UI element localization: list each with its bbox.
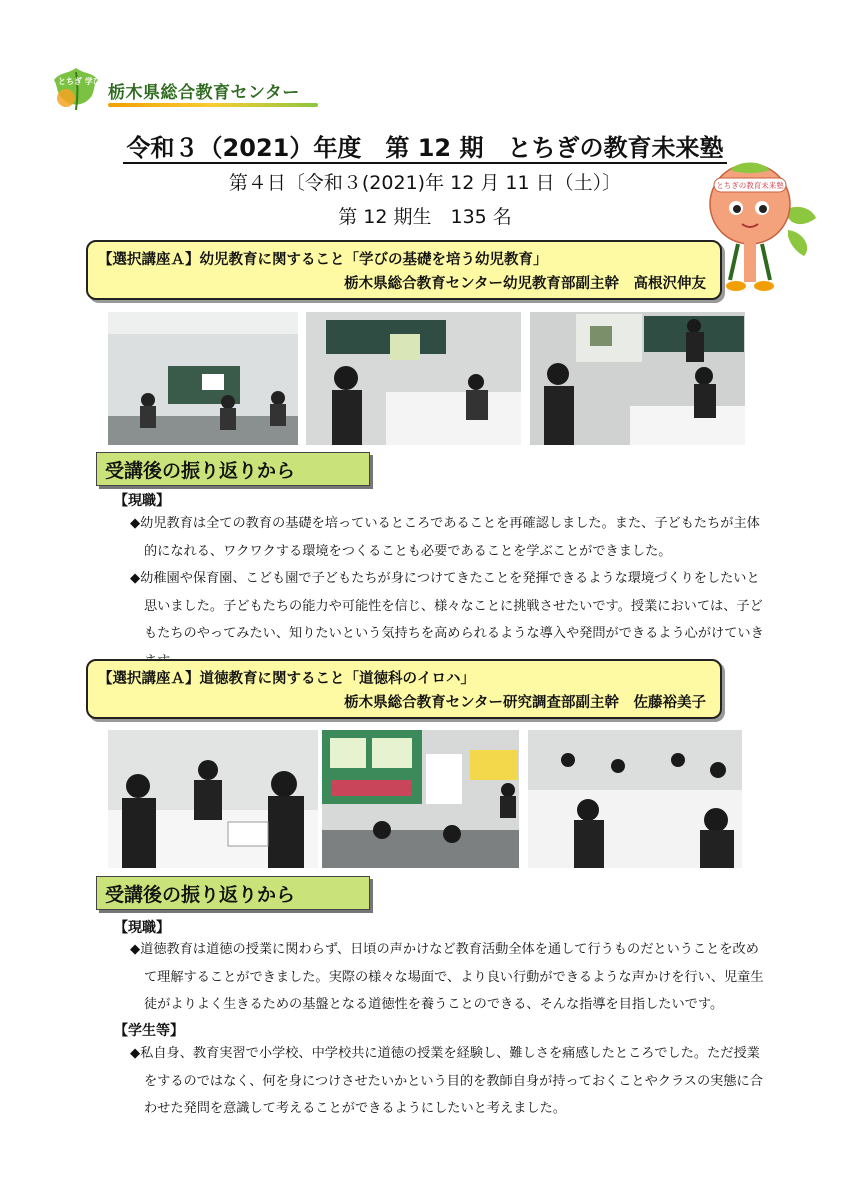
lecture-photo xyxy=(322,730,519,868)
lecture-photo xyxy=(108,730,318,868)
lecture-box-early-childhood xyxy=(86,240,722,300)
comment-list xyxy=(130,936,770,1019)
lecture-title: 【選択講座Ａ】幼児教育に関すること「学びの基礎を培う幼児教育」 xyxy=(98,252,548,268)
lecture-photo xyxy=(108,312,298,445)
organization-logo xyxy=(48,64,348,114)
reflection-heading-text: 受講後の振り返りから xyxy=(105,460,296,482)
lecturer: 栃木県総合教育センター研究調査部副主幹 佐藤裕美子 xyxy=(344,695,706,711)
reflection-heading xyxy=(96,876,370,910)
cohort-count: 第 12 期生 135 名 xyxy=(338,206,512,228)
reflection-heading xyxy=(96,452,370,486)
category-label: 【学生等】 xyxy=(114,1023,184,1039)
category-label: 【現職】 xyxy=(114,920,170,936)
comment-item: ◆幼稚園や保育園、こども園で子どもたちが身につけてきたことを発揮できるような環境づくりをしたいと思いました。子どもたちの能力や可能性を信じ、様々なことに挑戦させたいです。授業においては、子どもたちのやってみたい、知りたいという気持ちを高められるような導入や発問ができるよう心がけていき xyxy=(130,571,764,641)
reflection-heading-text: 受講後の振り返りから xyxy=(105,884,296,906)
comment-list xyxy=(130,510,770,675)
leaf-logo-icon xyxy=(48,64,104,114)
lecture-box-moral-education xyxy=(86,659,722,719)
page-title-text: 令和３（2021）年度 第 12 期 とちぎの教育未来塾 xyxy=(123,134,728,164)
session-date: 第４日〔令和３(2021)年 12 月 11 日（土）〕 xyxy=(228,172,622,194)
logo-mark-text: とちぎ 学びの杜 xyxy=(58,77,117,86)
lecturer: 栃木県総合教育センター幼児教育部副主幹 高根沢伸友 xyxy=(344,276,706,292)
organization-name: 栃木県総合教育センター xyxy=(108,78,300,103)
comment-item: ◆道徳教育は道徳の授業に関わらず、日頃の声かけなど教育活動全体を通して行うものだということを改めて理解することができました。実際の様々な場面で、より良い行動ができるような声かけを行い、児童生徒がよりよく生きるための基盤となる道徳性を養うことのできる、そんな指導を目指したいです。 xyxy=(130,942,764,1012)
category-label: 【現職】 xyxy=(114,493,170,509)
lecture-photo xyxy=(306,312,521,445)
comment-item: ◆私自身、教育実習で小学校、中学校共に道徳の授業を経験し、難しさを痛感したところでした。ただ授業をするのではなく、何を身につけさせたいかという目的を教師自身が持っておくことやクラスの実態に合わせた発問を意識して考えることができるようにしたいと考えました。 xyxy=(130,1046,763,1116)
comment-list xyxy=(130,1040,770,1123)
lecture-title: 【選択講座Ａ】道徳教育に関すること「道徳科のイロハ」 xyxy=(98,671,475,687)
lecture-photo xyxy=(530,312,745,445)
comment-item: ◆幼児教育は全ての教育の基礎を培っているところであることを再確認しました。また、子どもたちが主体的になれる、ワクワクする環境をつくることも必要であることを学ぶことができました。 xyxy=(130,516,760,559)
lecture-photo xyxy=(528,730,742,868)
mascot-sash-text: とちぎの教育未来塾 xyxy=(716,181,784,190)
